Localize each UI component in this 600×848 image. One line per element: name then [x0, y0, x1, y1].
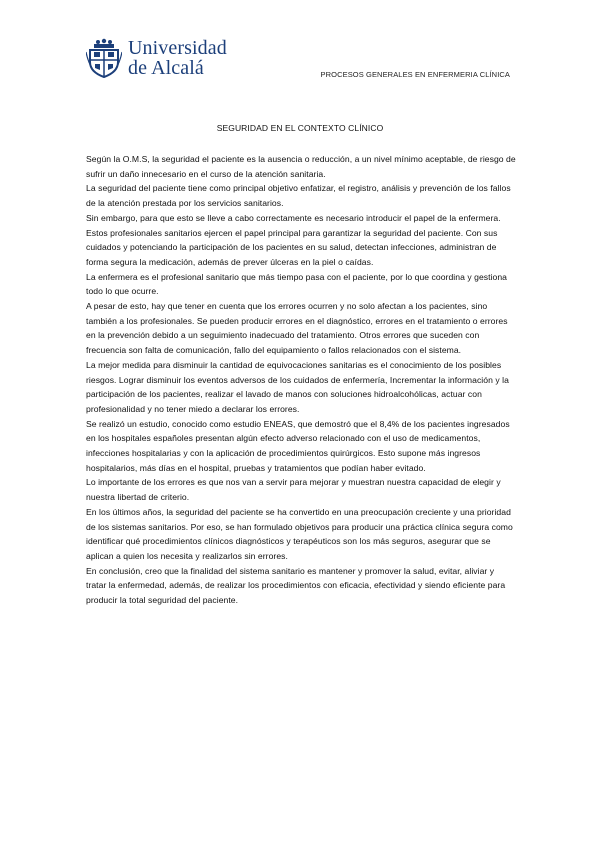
paragraph: La seguridad del paciente tiene como principal objetivo enfatizar, el registro, análisis y prevención de los fallos de la atención prestada por los servicios sanitarios. [86, 183, 511, 209]
paragraph: La mejor medida para disminuir la cantidad de equivocaciones sanitarias es el conocimiento de los posibles riesgos. Lograr disminuir los eventos adversos de los cuidados de enfermería, Incrementar la información y la participación de los pacientes, realizar el lavado de manos con soluciones hidroalcohólicas, actuar con profesionalidad y no tener miedo a declarar los errores. [86, 359, 509, 414]
logo-line-alcala: de Alcalá [128, 57, 204, 79]
document-body [86, 152, 516, 608]
paragraph: En los últimos años, la seguridad del paciente se ha convertido en una preocupación creciente y una prioridad de los sistemas sanitarios. Por eso, se han formulado objetivos para producir una práctica clínica segura como identificar qué procedimientos clínicos diagnósticos y terapéuticos son los más seguros, asegurar que se aplican a quien los necesita y realizarlos sin errores. [86, 506, 513, 561]
paragraph: A pesar de esto, hay que tener en cuenta que los errores ocurren y no solo afectan a los pacientes, sino también a los profesionales. Se pueden producir errores en el diagnóstico, errores en el tratamiento o errores en la prevención debido a un seguimiento inadecuado del tratamiento. Otros errores que suceden con frecuencia son falta de comunicación, fallo del equipamiento o fallos relacionados con el sistema. [86, 301, 508, 356]
logo-line-university: Universidad [128, 37, 227, 59]
header-course-title: PROCESOS GENERALES EN ENFERMERIA CLÍNICA [320, 70, 510, 79]
university-crest-icon [86, 38, 122, 78]
paragraph: Sin embargo, para que esto se lleve a cabo correctamente es necesario introducir el papel de la enfermera. Estos profesionales sanitarios ejercen el papel principal para garantizar la seguridad del paciente. Con sus cuidados y potenciando la participación de los pacientes en su salud, detectan infecciones, administran de forma segura la medicación, además de prever úlceras en la piel o caídas. [86, 212, 501, 267]
page-header [0, 0, 600, 90]
paragraph: Lo importante de los errores es que nos van a servir para mejorar y muestran nuestra capacidad de elegir y nuestra libertad de criterio. [86, 477, 501, 503]
university-logo [86, 38, 227, 78]
paragraph: Según la O.M.S, la seguridad el paciente es la ausencia o reducción, a un nivel mínimo aceptable, de riesgo de sufrir un daño innecesario en el curso de la atención sanitaria. [86, 154, 516, 179]
paragraph: La enfermera es el profesional sanitario que más tiempo pasa con el paciente, por lo que coordina y gestiona todo lo que ocurre. [86, 271, 508, 297]
document-title: SEGURIDAD EN EL CONTEXTO CLÍNICO [216, 123, 384, 133]
paragraph: En conclusión, creo que la finalidad del sistema sanitario es mantener y promover la salud, evitar, aliviar y tratar la enfermedad, además, de realizar los procedimientos con eficacia, efectividad y siendo eficiente para producir la total seguridad del paciente. [86, 565, 506, 606]
logo-text [128, 38, 227, 78]
paragraph: Se realizó un estudio, conocido como estudio ENEAS, que demostró que el 8,4% de los pacientes ingresados en los hospitales españoles presentan algún efecto adverso relacionado con el uso de medicamentos, infecciones hospitalarias y con la aplicación de procedimientos quirúrgicos. Esto supone más ingresos hospitalarios, más días en el hospital, pruebas y tratamientos que podían haber evitado. [86, 418, 510, 473]
